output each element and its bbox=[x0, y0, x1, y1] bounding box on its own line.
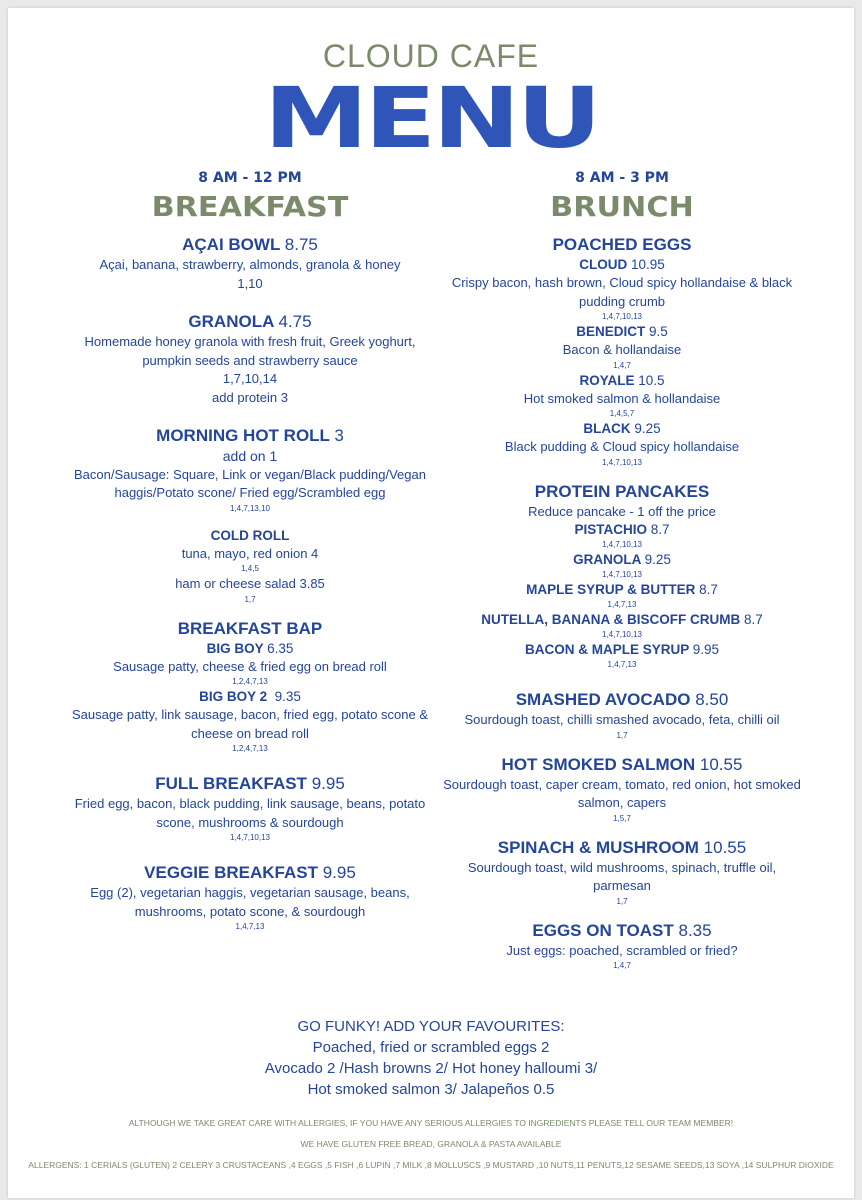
item-addon: add on 1 bbox=[222, 448, 278, 464]
item-description: Sourdough toast, chilli smashed avocado, feta, chilli oil bbox=[464, 712, 780, 727]
menu-item-breakfast-bap bbox=[70, 618, 430, 756]
menu-title: MENU bbox=[263, 69, 599, 167]
item-extra: add protein 3 bbox=[212, 389, 288, 405]
sub-item-price: 8.7 bbox=[650, 522, 670, 537]
item-name: AÇAI BOWL bbox=[182, 235, 281, 254]
sub-item-price: 9.35 bbox=[274, 689, 301, 704]
menu-page bbox=[8, 8, 854, 1198]
menu-item-poached-eggs bbox=[442, 234, 802, 469]
item-option: ham or cheese salad 3.85 bbox=[175, 576, 325, 591]
item-allergens: 1,4,7,10,13 bbox=[601, 312, 643, 321]
item-allergens: 1,4,7,10,13 bbox=[601, 540, 643, 549]
item-name: MORNING HOT ROLL bbox=[156, 426, 330, 445]
sub-item-name: ROYALE bbox=[579, 372, 635, 388]
sub-item-price: 9.95 bbox=[692, 642, 720, 657]
item-name: SMASHED AVOCADO bbox=[515, 690, 691, 709]
allergen-key: ALLERGENS: 1 CERIALS (GLUTEN) 2 CELERY 3 CRUSTACEANS ,4 EGGS ,5 FISH ,6 LUPIN ,7 MILK ,8 MOLLUSCS ,9 MUSTARD ,10 NUTS,11 PENUTS,12 SESAME SEEDS,13 SOYA ,14 SULPHUR DIOXIDE bbox=[28, 1160, 834, 1170]
sub-item-price: 8.7 bbox=[743, 612, 763, 627]
item-description: Black pudding & Cloud spicy hollandaise bbox=[504, 439, 740, 454]
item-name: COLD ROLL bbox=[210, 527, 290, 543]
extras-block bbox=[8, 1016, 854, 1100]
menu-item-spinach-mushroom bbox=[442, 837, 802, 908]
item-allergens: 1,4,7 bbox=[613, 961, 631, 970]
item-name: EGGS ON TOAST bbox=[532, 920, 674, 940]
menu-item-full-breakfast bbox=[70, 773, 430, 844]
sub-item-price: 9.5 bbox=[649, 324, 668, 339]
sub-item-name: BENEDICT bbox=[576, 324, 646, 339]
item-description: Sausage patty, cheese & fried egg on bread roll bbox=[113, 658, 387, 674]
sub-item-price: 8.7 bbox=[699, 582, 718, 597]
item-description: Fried egg, bacon, black pudding, link sausage, beans, potato scone, mushrooms & sourdough bbox=[74, 796, 426, 830]
item-name: PROTEIN PANCAKES bbox=[534, 481, 710, 501]
item-price: 4.75 bbox=[278, 312, 312, 331]
extras-heading: GO FUNKY! ADD YOUR FAVOURITES: bbox=[297, 1018, 565, 1035]
item-price: 9.95 bbox=[322, 863, 356, 882]
sub-item-name: NUTELLA, BANANA & BISCOFF CRUMB bbox=[481, 612, 741, 627]
item-description: Bacon & hollandaise bbox=[562, 342, 682, 357]
menu-item-acai-bowl bbox=[70, 234, 430, 293]
sub-item-name: PISTACHIO bbox=[574, 522, 647, 537]
item-name: HOT SMOKED SALMON bbox=[501, 754, 696, 774]
item-allergens: 1,4,7,13 bbox=[235, 922, 265, 931]
item-allergens: 1,4,7,10,13 bbox=[601, 630, 643, 639]
item-allergens: 1,4,5,7 bbox=[609, 409, 635, 418]
menu-item-protein-pancakes bbox=[442, 481, 802, 672]
sub-item-name: GRANOLA bbox=[573, 552, 641, 567]
item-name: BREAKFAST BAP bbox=[177, 618, 323, 638]
sub-item-price: 10.95 bbox=[630, 257, 665, 272]
breakfast-hours: 8 AM - 12 PM bbox=[198, 170, 302, 186]
item-name: POACHED EGGS bbox=[552, 235, 692, 254]
item-allergens: 1,4,7,10,13 bbox=[229, 833, 271, 842]
item-description: Açai, banana, strawberry, almonds, granola & honey bbox=[99, 257, 401, 272]
menu-item-veggie-breakfast bbox=[70, 862, 430, 933]
item-allergens: 1,2,4,7,13 bbox=[232, 677, 268, 686]
menu-item-eggs-on-toast bbox=[442, 920, 802, 973]
item-name: SPINACH & MUSHROOM bbox=[497, 837, 699, 857]
item-name: FULL BREAKFAST bbox=[155, 774, 307, 793]
item-allergens: 1,4,7,13 bbox=[607, 600, 637, 609]
extras-line: Hot smoked salmon 3/ Jalapeños 0.5 bbox=[307, 1081, 555, 1098]
menu-item-smashed-avocado bbox=[442, 689, 802, 742]
allergy-notice: ALTHOUGH WE TAKE GREAT CARE WITH ALLERGIES, IF YOU HAVE ANY SERIOUS ALLERGIES TO INGREDIENTS PLEASE TELL OUR TEAM MEMBER! bbox=[128, 1118, 734, 1128]
item-description: Hot smoked salmon & hollandaise bbox=[523, 390, 721, 406]
gluten-free-notice: WE HAVE GLUTEN FREE BREAD, GRANOLA & PASTA AVAILABLE bbox=[300, 1139, 562, 1149]
item-name: GRANOLA bbox=[188, 312, 274, 331]
extras-line: Poached, fried or scrambled eggs 2 bbox=[312, 1039, 550, 1056]
sub-item-name: BACON & MAPLE SYRUP bbox=[524, 642, 689, 657]
item-allergens: 1,4,7,13,10 bbox=[229, 503, 271, 513]
sub-item-name: CLOUD bbox=[579, 257, 628, 272]
sub-item-price: 10.5 bbox=[638, 372, 665, 388]
item-price: 3 bbox=[334, 426, 344, 445]
item-description: Just eggs: poached, scrambled or fried? bbox=[506, 942, 738, 958]
item-allergens: 1,4,7,10,13 bbox=[601, 457, 643, 467]
item-allergens: 1,7 bbox=[616, 730, 628, 740]
sub-item-name: BIG BOY bbox=[206, 640, 264, 656]
sub-item-name: BIG BOY 2 bbox=[199, 689, 268, 704]
item-description: Homemade honey granola with fresh fruit, Greek yoghurt, pumpkin seeds and strawberry sauce bbox=[84, 334, 416, 368]
breakfast-column bbox=[70, 168, 430, 933]
sub-item-price: 6.35 bbox=[267, 640, 294, 656]
item-allergens: 1,2,4,7,13 bbox=[232, 744, 268, 753]
sub-item-name: MAPLE SYRUP & BUTTER bbox=[526, 582, 696, 597]
menu-item-cold-roll bbox=[70, 527, 430, 606]
item-description: Bacon/Sausage: Square, Link or vegan/Black pudding/Vegan haggis/Potato scone/ Fried egg/Scrambled egg bbox=[74, 466, 426, 500]
item-price: 10.55 bbox=[699, 754, 743, 774]
item-price: 8.50 bbox=[695, 690, 729, 709]
menu-item-morning-hot-roll bbox=[70, 425, 430, 515]
menu-item-hot-smoked-salmon bbox=[442, 754, 802, 825]
item-name: VEGGIE BREAKFAST bbox=[144, 863, 318, 882]
item-allergens: 1,10 bbox=[237, 275, 263, 291]
item-price: 10.55 bbox=[703, 837, 747, 857]
item-price: 8.75 bbox=[284, 235, 318, 254]
extras-line: Avocado 2 /Hash browns 2/ Hot honey halloumi 3/ bbox=[264, 1060, 598, 1077]
sub-item-price: 9.25 bbox=[644, 552, 671, 567]
item-description: Sourdough toast, caper cream, tomato, red onion, hot smoked salmon, capers bbox=[443, 776, 801, 810]
item-price: 9.95 bbox=[311, 774, 345, 793]
cafe-name: CLOUD CAFE bbox=[322, 38, 540, 74]
sub-item-price: 9.25 bbox=[634, 421, 661, 436]
menu-item-granola bbox=[70, 311, 430, 407]
item-note: Reduce pancake - 1 off the price bbox=[528, 503, 716, 519]
item-price: 8.35 bbox=[678, 920, 712, 940]
item-allergens: 1,4,5 bbox=[241, 564, 259, 573]
item-allergens: 1,4,7,13 bbox=[607, 660, 637, 669]
item-description: Sourdough toast, wild mushrooms, spinach, truffle oil, parmesan bbox=[467, 859, 777, 893]
item-allergens: 1,4,7,10,13 bbox=[601, 570, 643, 579]
item-allergens: 1,7 bbox=[244, 594, 256, 604]
item-description: Sausage patty, link sausage, bacon, fried egg, potato scone & cheese on bread roll bbox=[71, 707, 429, 741]
item-allergens: 1,5,7 bbox=[613, 813, 631, 823]
breakfast-heading: BREAKFAST bbox=[151, 190, 349, 223]
item-allergens: 1,4,7 bbox=[613, 360, 631, 370]
item-option: tuna, mayo, red onion 4 bbox=[181, 545, 319, 561]
sub-item-name: BLACK bbox=[583, 421, 631, 436]
brunch-heading: BRUNCH bbox=[550, 190, 694, 223]
item-allergens: 1,7 bbox=[616, 896, 628, 906]
item-description: Egg (2), vegetarian haggis, vegetarian sausage, beans, mushrooms, potato scone, & sourdough bbox=[90, 885, 410, 919]
item-allergens: 1,7,10,14 bbox=[222, 371, 278, 386]
item-description: Crispy bacon, hash brown, Cloud spicy hollandaise & black pudding crumb bbox=[451, 275, 793, 309]
brunch-column bbox=[442, 168, 802, 972]
brunch-hours: 8 AM - 3 PM bbox=[575, 170, 669, 186]
